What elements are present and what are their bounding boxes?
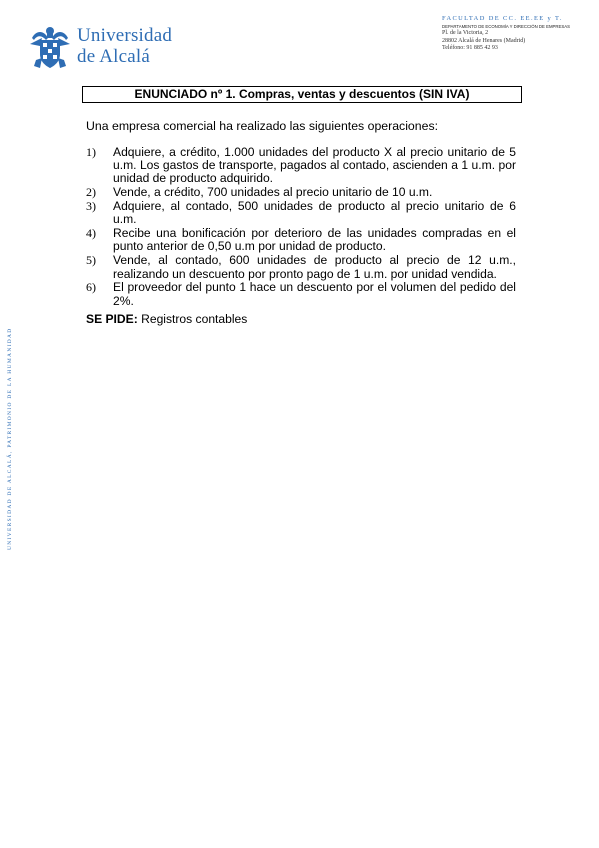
operation-item [86, 146, 516, 186]
operation-number: 3) [86, 199, 96, 214]
operation-item [86, 254, 516, 280]
operation-number: 4) [86, 226, 96, 241]
operation-text: Adquiere, al contado, 500 unidades de producto al precio unitario de 6 u.m. [113, 199, 516, 227]
operation-text: Adquiere, a crédito, 1.000 unidades del producto X al precio unitario de 5 u.m. Los gastos de transporte, pagados al contado, ascienden a 1 u.m. por unidad de producto adquirido. [113, 145, 516, 186]
operation-number: 6) [86, 280, 96, 295]
operation-text: Recibe una bonificación por deterioro de las unidades compradas en el punto anterior de 0,50 u.m por unidad de producto. [113, 226, 516, 254]
exercise-title: ENUNCIADO nº 1. Compras, ventas y descuentos (SIN IVA) [82, 86, 522, 103]
operation-text: Vende, al contado, 600 unidades de producto al precio de 12 u.m., realizando un descuento por pronto pago de 1 u.m. por unidad vendida. [113, 253, 516, 281]
university-logo [28, 24, 188, 74]
operation-number: 1) [86, 145, 96, 159]
operation-item [86, 227, 516, 253]
address-line-1: Pl. de la Victoria, 2 [442, 30, 489, 37]
phone-number: Teléfono: 91 885 42 93 [442, 45, 498, 52]
task-statement [86, 312, 247, 326]
university-wordmark [77, 25, 172, 67]
operation-item [86, 186, 516, 199]
university-crest-icon [28, 24, 72, 72]
operation-number: 2) [86, 185, 96, 200]
faculty-address-block [442, 15, 592, 53]
operation-text: El proveedor del punto 1 hace un descuento por el volumen del pedido del 2%. [113, 280, 516, 308]
task-label: SE PIDE: [86, 312, 138, 326]
university-name-line1: Universidad [77, 25, 173, 46]
operation-item [86, 281, 516, 307]
operations-list [86, 146, 516, 309]
operation-item [86, 200, 516, 226]
intro-paragraph: Una empresa comercial ha realizado las siguientes operaciones: [86, 119, 439, 133]
operation-number: 5) [86, 253, 96, 268]
operation-text: Vende, a crédito, 700 unidades al precio unitario de 10 u.m. [113, 185, 433, 200]
university-name-line2: de Alcalá [77, 46, 151, 67]
vertical-heritage-caption: UNIVERSIDAD DE ALCALÁ, PATRIMONIO DE LA HUMANIDAD [7, 327, 13, 550]
task-text: Registros contables [137, 312, 248, 326]
department-name: DEPARTAMENTO DE ECONOMÍA Y DIRECCIÓN DE EMPRESAS [442, 23, 570, 29]
address-line-2: 28802 Alcalá de Henares (Madrid) [442, 37, 526, 44]
faculty-name: FACULTAD DE CC. EE.EE y T. [442, 15, 563, 22]
